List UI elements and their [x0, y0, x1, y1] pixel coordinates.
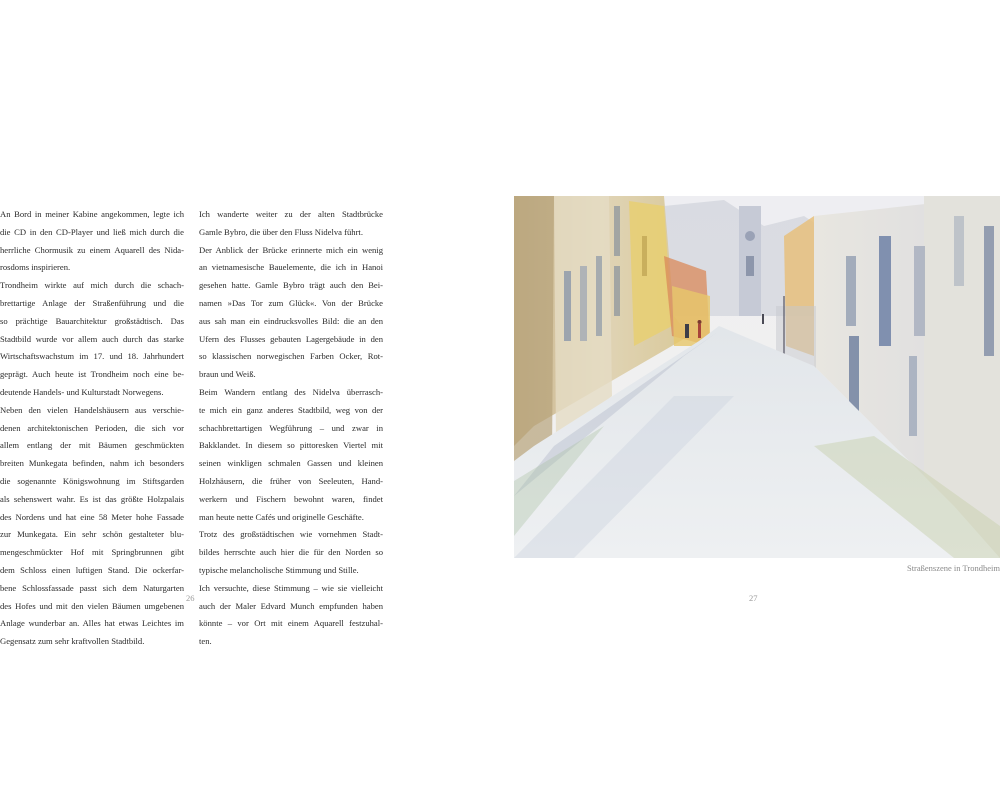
left-text-line: dem Schloss einen luftigen Stand. Die ockerfar-	[0, 564, 184, 575]
left-text-line: Stadtbild wurde vor allem auch durch das starke	[0, 333, 184, 344]
left-text-line: Neben den vielen Handelshäusern aus verschie-	[0, 404, 184, 415]
left-text-line: so prächtige Bauarchitektur großstädtisch. Das	[0, 315, 184, 326]
middle-text-line: Ufern des Flusses gebauten Lagergebäude in den	[199, 333, 383, 344]
middle-text-line: braun und Weiß.	[199, 369, 256, 380]
left-text-line: herrliche Chormusik zu einem Aquarell des Nida-	[0, 244, 184, 255]
middle-text-line: werkern und Fischern bewohnt waren, findet	[199, 493, 383, 504]
middle-text-line: gesehen hatte. Gamle Bybro trägt auch den Bei-	[199, 280, 383, 291]
left-text-line: brettartige Anlage der Straßenführung und die	[0, 297, 184, 308]
left-text-line: zur Munkegata. Ein sehr schön gestalteter blu-	[0, 529, 184, 540]
left-text-line: Gegensatz zum sehr kraftvollen Stadtbild.	[0, 636, 145, 647]
left-text-line: breiten Munkegata befinden, nahm ich besonders	[0, 458, 184, 469]
left-text-line: des Hofes und mit den vielen Bäumen umgebenen	[0, 600, 184, 611]
middle-text-line: auch der Maler Edvard Munch empfunden haben	[199, 600, 383, 611]
middle-text-line: bildes herrschte auch hier die für den Norden so	[199, 547, 383, 558]
left-text-line: allem entlang der mit Bäumen geschmückten	[0, 440, 184, 451]
left-text-line: denen architektonischen Perioden, die sich vor	[0, 422, 184, 433]
left-text-line: Wirtschaftswachstum im 17. und 18. Jahrhundert	[0, 351, 184, 362]
middle-text-line: man heute nette Cafés und originelle Geschäfte.	[199, 511, 364, 522]
middle-text-line: Gamle Bybro, die über den Fluss Nidelva führt.	[199, 226, 363, 237]
left-text-line: des Nordens und hat eine 58 Meter hohe Fassade	[0, 511, 184, 522]
middle-text-line: seinen winkligen schmalen Gassen und kleinen	[199, 458, 383, 469]
middle-text-column	[199, 206, 383, 651]
middle-text-line: Der Anblick der Brücke erinnerte mich ein wenig	[199, 244, 383, 255]
middle-text-line: Beim Wandern entlang des Nidelva überrasch-	[199, 386, 383, 397]
middle-text-line: Bakklandet. In diesem so pittoresken Viertel mit	[199, 440, 383, 451]
left-text-line: bene Schlossfassade passt sich dem Naturgarten	[0, 582, 184, 593]
watercolor-street-scene-image	[514, 196, 1000, 558]
middle-text-line: könnte – vor Ort mit einem Aquarell festzuhal-	[199, 618, 383, 629]
left-text-line: die sogenannte Königswohnung im Stiftsgarden	[0, 475, 184, 486]
middle-text-line: so klassischen norwegischen Farben Ocker, Rot-	[199, 351, 383, 362]
middle-text-line: aus sah man ein eindrucksvolles Bild: die an den	[199, 315, 383, 326]
middle-text-line: te mich ein ganz anderes Stadtbild, weg von der	[199, 404, 383, 415]
middle-text-line: schachbrettartigen Wegführung – und zwar in	[199, 422, 383, 433]
middle-text-line: Ich wanderte weiter zu der alten Stadtbrücke	[199, 209, 383, 219]
left-text-line: als sehenswert wahr. Es ist das größte Holzpalais	[0, 493, 184, 504]
left-text-column	[0, 206, 184, 651]
left-text-line: rosdoms inspirieren.	[0, 262, 71, 273]
middle-text-line: ten.	[199, 636, 212, 647]
middle-text-line: Trotz des großstädtischen wie vornehmen Stadt-	[199, 529, 383, 540]
left-text-line: Anlage wunderbar an. Alles hat etwas Leichtes im	[0, 618, 184, 629]
left-text-line: deutende Handels- und Kulturstadt Norwegens.	[0, 386, 164, 397]
left-text-line: Trondheim wirkte auf mich durch die schach-	[0, 280, 184, 291]
left-text-line: die CD in den CD-Player und ließ mich durch die	[0, 226, 184, 237]
page-number-left: 26	[186, 593, 195, 603]
middle-text-line: an vietnamesische Bauelemente, die ich in Hanoi	[199, 262, 383, 273]
left-text-line: geprägt. Auch heute ist Trondheim noch eine be-	[0, 369, 184, 380]
page-number-right: 27	[749, 593, 758, 603]
middle-text-line: Holzhäusern, die früher von Seeleuten, Hand-	[199, 475, 383, 486]
image-caption: Straßenszene in Trondheim	[906, 563, 1000, 573]
left-text-line: An Bord in meiner Kabine angekommen, legte ich	[0, 209, 184, 219]
middle-text-line: namen »Das Tor zum Glück«. Von der Brücke	[199, 297, 383, 308]
middle-text-line: Ich versuchte, diese Stimmung – wie sie vielleicht	[199, 582, 383, 593]
middle-text-line: typische melancholische Stimmung und Stille.	[199, 564, 359, 575]
left-text-line: mengeschmückter Hof mit Springbrunnen gibt	[0, 547, 184, 558]
